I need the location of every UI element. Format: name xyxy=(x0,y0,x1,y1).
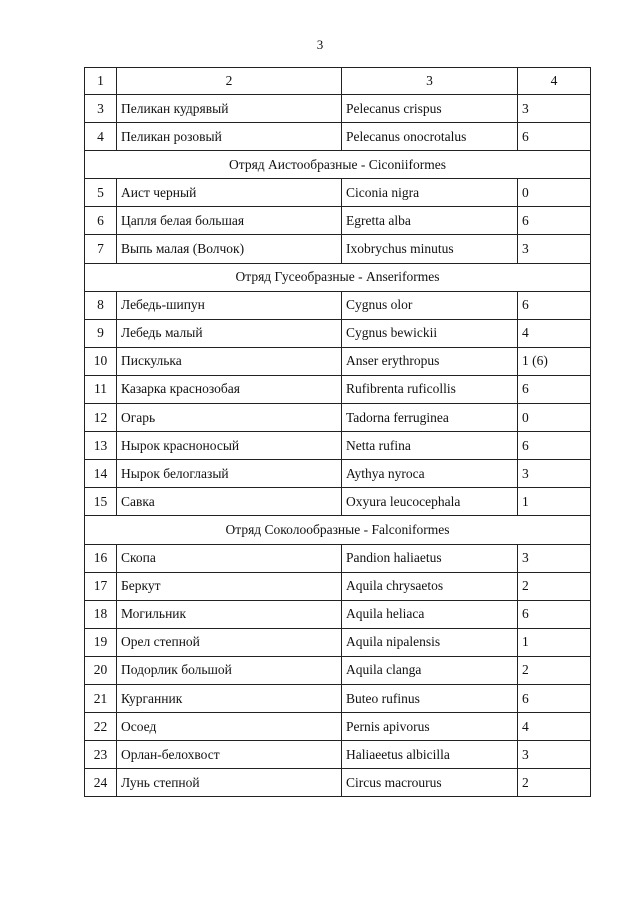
row-number-cell: 18 xyxy=(85,600,117,628)
row-number-cell: 13 xyxy=(85,432,117,460)
latin-name-cell: Pelecanus crispus xyxy=(342,95,518,123)
latin-name-cell: Pernis apivorus xyxy=(342,713,518,741)
latin-name-cell: Pandion haliaetus xyxy=(342,544,518,572)
latin-name-cell: Oxyura leucocephala xyxy=(342,488,518,516)
row-number-cell: 3 xyxy=(85,95,117,123)
row-number-cell: 9 xyxy=(85,319,117,347)
latin-name-cell: Cygnus olor xyxy=(342,291,518,319)
species-name-cell: Беркут xyxy=(117,572,342,600)
table-row xyxy=(85,544,591,572)
category-cell: 2 xyxy=(518,769,591,797)
table-row xyxy=(85,741,591,769)
latin-name-cell: Pelecanus onocrotalus xyxy=(342,123,518,151)
row-number-cell: 16 xyxy=(85,544,117,572)
table-row xyxy=(85,179,591,207)
latin-name-cell: Anser erythropus xyxy=(342,347,518,375)
species-table xyxy=(84,67,591,797)
row-number-cell: 10 xyxy=(85,347,117,375)
species-name-cell: Цапля белая большая xyxy=(117,207,342,235)
row-number-cell: 6 xyxy=(85,207,117,235)
table-row xyxy=(85,460,591,488)
species-name-cell: Орел степной xyxy=(117,628,342,656)
latin-name-cell: Aquila nipalensis xyxy=(342,628,518,656)
category-cell: 4 xyxy=(518,713,591,741)
category-cell: 6 xyxy=(518,207,591,235)
order-heading-row xyxy=(85,516,591,544)
latin-name-cell: Rufibrenta ruficollis xyxy=(342,375,518,403)
table-row xyxy=(85,600,591,628)
category-cell: 3 xyxy=(518,460,591,488)
species-name-cell: Орлан-белохвост xyxy=(117,741,342,769)
species-name-cell: Казарка краснозобая xyxy=(117,375,342,403)
latin-name-cell: Netta rufina xyxy=(342,432,518,460)
table-row xyxy=(85,404,591,432)
page-number: 3 xyxy=(316,37,324,52)
row-number-cell: 12 xyxy=(85,404,117,432)
latin-name-cell: Cygnus bewickii xyxy=(342,319,518,347)
row-number-cell: 21 xyxy=(85,684,117,712)
row-number-cell: 4 xyxy=(85,123,117,151)
latin-name-cell: Tadorna ferruginea xyxy=(342,404,518,432)
category-cell: 1 xyxy=(518,628,591,656)
order-heading: Отряд Аистообразные - Ciconiiformes xyxy=(85,151,591,179)
table-header-row xyxy=(85,68,591,95)
species-name-cell: Савка xyxy=(117,488,342,516)
latin-name-cell: Haliaeetus albicilla xyxy=(342,741,518,769)
species-name-cell: Лебедь малый xyxy=(117,319,342,347)
header-cell-name: 2 xyxy=(117,68,342,95)
category-cell: 6 xyxy=(518,123,591,151)
table-row xyxy=(85,207,591,235)
latin-name-cell: Buteo rufinus xyxy=(342,684,518,712)
order-heading: Отряд Соколообразные - Falconiformes xyxy=(85,516,591,544)
row-number-cell: 15 xyxy=(85,488,117,516)
species-name-cell: Скопа xyxy=(117,544,342,572)
latin-name-cell: Egretta alba xyxy=(342,207,518,235)
table-row xyxy=(85,656,591,684)
category-cell: 6 xyxy=(518,600,591,628)
species-name-cell: Подорлик большой xyxy=(117,656,342,684)
latin-name-cell: Aquila clanga xyxy=(342,656,518,684)
table-row xyxy=(85,713,591,741)
table-row xyxy=(85,684,591,712)
species-name-cell: Пеликан розовый xyxy=(117,123,342,151)
table-row xyxy=(85,628,591,656)
table-row xyxy=(85,572,591,600)
header-cell-number: 1 xyxy=(85,68,117,95)
table-row xyxy=(85,769,591,797)
species-name-cell: Пискулька xyxy=(117,347,342,375)
row-number-cell: 14 xyxy=(85,460,117,488)
species-name-cell: Огарь xyxy=(117,404,342,432)
row-number-cell: 7 xyxy=(85,235,117,263)
category-cell: 2 xyxy=(518,572,591,600)
category-cell: 3 xyxy=(518,235,591,263)
row-number-cell: 20 xyxy=(85,656,117,684)
row-number-cell: 23 xyxy=(85,741,117,769)
order-heading-row xyxy=(85,151,591,179)
species-name-cell: Лебедь-шипун xyxy=(117,291,342,319)
category-cell: 6 xyxy=(518,375,591,403)
category-cell: 4 xyxy=(518,319,591,347)
row-number-cell: 8 xyxy=(85,291,117,319)
species-name-cell: Лунь степной xyxy=(117,769,342,797)
table-row xyxy=(85,488,591,516)
order-heading: Отряд Гусеобразные - Anseriformes xyxy=(85,263,591,291)
order-heading-row xyxy=(85,263,591,291)
table-row xyxy=(85,319,591,347)
species-name-cell: Аист черный xyxy=(117,179,342,207)
category-cell: 3 xyxy=(518,741,591,769)
header-cell-latin: 3 xyxy=(342,68,518,95)
species-name-cell: Могильник xyxy=(117,600,342,628)
table-row xyxy=(85,123,591,151)
table-row xyxy=(85,347,591,375)
latin-name-cell: Aquila heliaca xyxy=(342,600,518,628)
species-name-cell: Нырок белоглазый xyxy=(117,460,342,488)
latin-name-cell: Circus macrourus xyxy=(342,769,518,797)
row-number-cell: 22 xyxy=(85,713,117,741)
table-row xyxy=(85,291,591,319)
category-cell: 0 xyxy=(518,179,591,207)
category-cell: 3 xyxy=(518,95,591,123)
table-row xyxy=(85,95,591,123)
species-name-cell: Пеликан кудрявый xyxy=(117,95,342,123)
latin-name-cell: Ixobrychus minutus xyxy=(342,235,518,263)
category-cell: 1 (6) xyxy=(518,347,591,375)
table-row xyxy=(85,235,591,263)
row-number-cell: 19 xyxy=(85,628,117,656)
category-cell: 1 xyxy=(518,488,591,516)
row-number-cell: 11 xyxy=(85,375,117,403)
header-cell-category: 4 xyxy=(518,68,591,95)
category-cell: 6 xyxy=(518,684,591,712)
latin-name-cell: Aquila chrysaetos xyxy=(342,572,518,600)
category-cell: 3 xyxy=(518,544,591,572)
species-name-cell: Нырок красноносый xyxy=(117,432,342,460)
latin-name-cell: Aythya nyroca xyxy=(342,460,518,488)
category-cell: 6 xyxy=(518,291,591,319)
table-row xyxy=(85,432,591,460)
species-name-cell: Курганник xyxy=(117,684,342,712)
category-cell: 6 xyxy=(518,432,591,460)
category-cell: 0 xyxy=(518,404,591,432)
species-name-cell: Выпь малая (Волчок) xyxy=(117,235,342,263)
species-name-cell: Осоед xyxy=(117,713,342,741)
row-number-cell: 17 xyxy=(85,572,117,600)
latin-name-cell: Ciconia nigra xyxy=(342,179,518,207)
category-cell: 2 xyxy=(518,656,591,684)
table-row xyxy=(85,375,591,403)
row-number-cell: 5 xyxy=(85,179,117,207)
row-number-cell: 24 xyxy=(85,769,117,797)
